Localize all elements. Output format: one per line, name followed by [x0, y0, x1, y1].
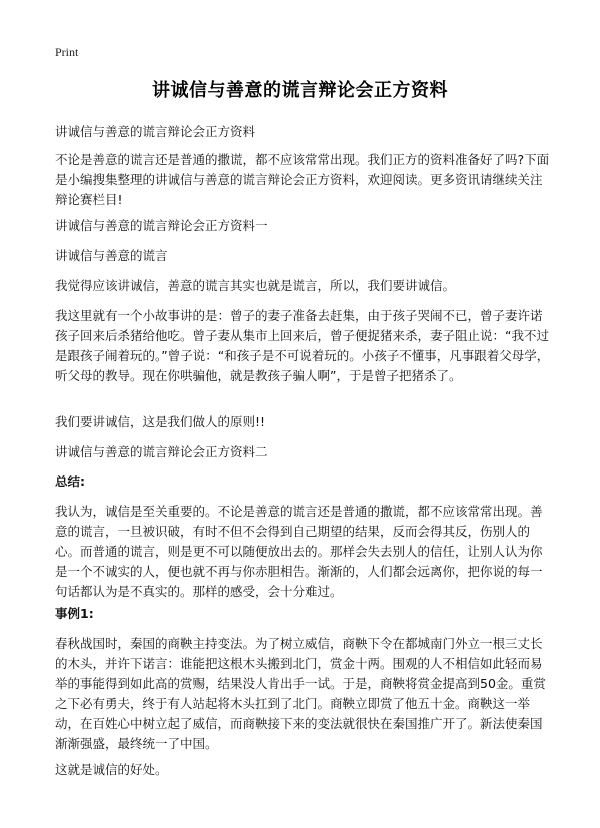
paragraph-story: 我这里就有一个小故事讲的是：曾子的妻子准备去赶集，由于孩子哭闹不已，曾子妻许诺孩子回来后杀猪给他吃。曾子妻从集市上回来后，曾子便捉猪来杀，妻子阻止说：“我不过是跟孩子闹着玩的。”曾子说：“和孩子是不可说着玩的。小孩子不懂事，凡事跟着父母学，听父母的教导。现在你哄骗他，就是教孩子骗人啊”，于是曾子把猪杀了。 — [55, 308, 550, 383]
paragraph-conclusion: 这就是诚信的好处。 — [55, 762, 168, 777]
paragraph-section-two-heading: 讲诚信与善意的谎言辩论会正方资料二 — [55, 444, 268, 459]
page-title: 讲诚信与善意的谎言辩论会正方资料 — [152, 80, 448, 101]
paragraph-summary: 我认为，诚信是至关重要的。不论是善意的谎言还是普通的撒谎，都不应该常常出现。善意的谎言，一旦被识破，有时不但不会得到自己期望的结果，反而会得其反，伤别人的心。而普通的谎言，则是更不可以随便放出去的。那样会失去别人的信任，让别人认为你是一个不诚实的人，便也就不再与你赤胆相告。渐渐的，人们都会远离你，把你说的每一句话都认为是不真实的。那样的感受，会十分难过。 — [55, 504, 543, 599]
print-label: Print — [55, 45, 79, 59]
paragraph-principle: 我们要讲诚信，这是我们做人的原则!! — [55, 414, 266, 429]
paragraph-example: 春秋战国时，秦国的商鞅主持变法。为了树立威信，商鞅下令在都城南门外立一根三丈长的木头，并许下诺言：谁能把这根木头搬到北门，赏金十两。围观的人不相信如此轻而易举的事能得到如此高的赏赐，结果没人肯出手一试。于是，商鞅将赏金提高到50金。重赏之下必有勇夫，终于有人站起将木头扛到了北门。商鞅立即赏了他五十金。商鞅这一举动，在百姓心中树立起了威信，而商鞅接下来的变法就很快在秦国推广开了。新法使秦国渐渐强盛，最终统一了中国。 — [55, 636, 546, 751]
paragraph-topic: 讲诚信与善意的谎言 — [55, 248, 168, 263]
paragraph-subtitle: 讲诚信与善意的谎言辩论会正方资料 — [55, 124, 256, 139]
example-heading: 事例1: — [55, 606, 94, 621]
paragraph-opinion: 我觉得应该讲诚信，善意的谎言其实也就是谎言，所以，我们要讲诚信。 — [55, 278, 456, 293]
paragraph-section-one-heading: 讲诚信与善意的谎言辩论会正方资料一 — [55, 218, 268, 233]
summary-heading: 总结: — [55, 474, 85, 489]
paragraph-intro: 不论是善意的谎言还是普通的撒谎，都不应该常常出现。我们正方的资料准备好了吗?下面是小编搜集整理的讲诚信与善意的谎言辩论会正方资料，欢迎阅读。更多资讯请继续关注辩论赛栏目! — [55, 152, 550, 207]
